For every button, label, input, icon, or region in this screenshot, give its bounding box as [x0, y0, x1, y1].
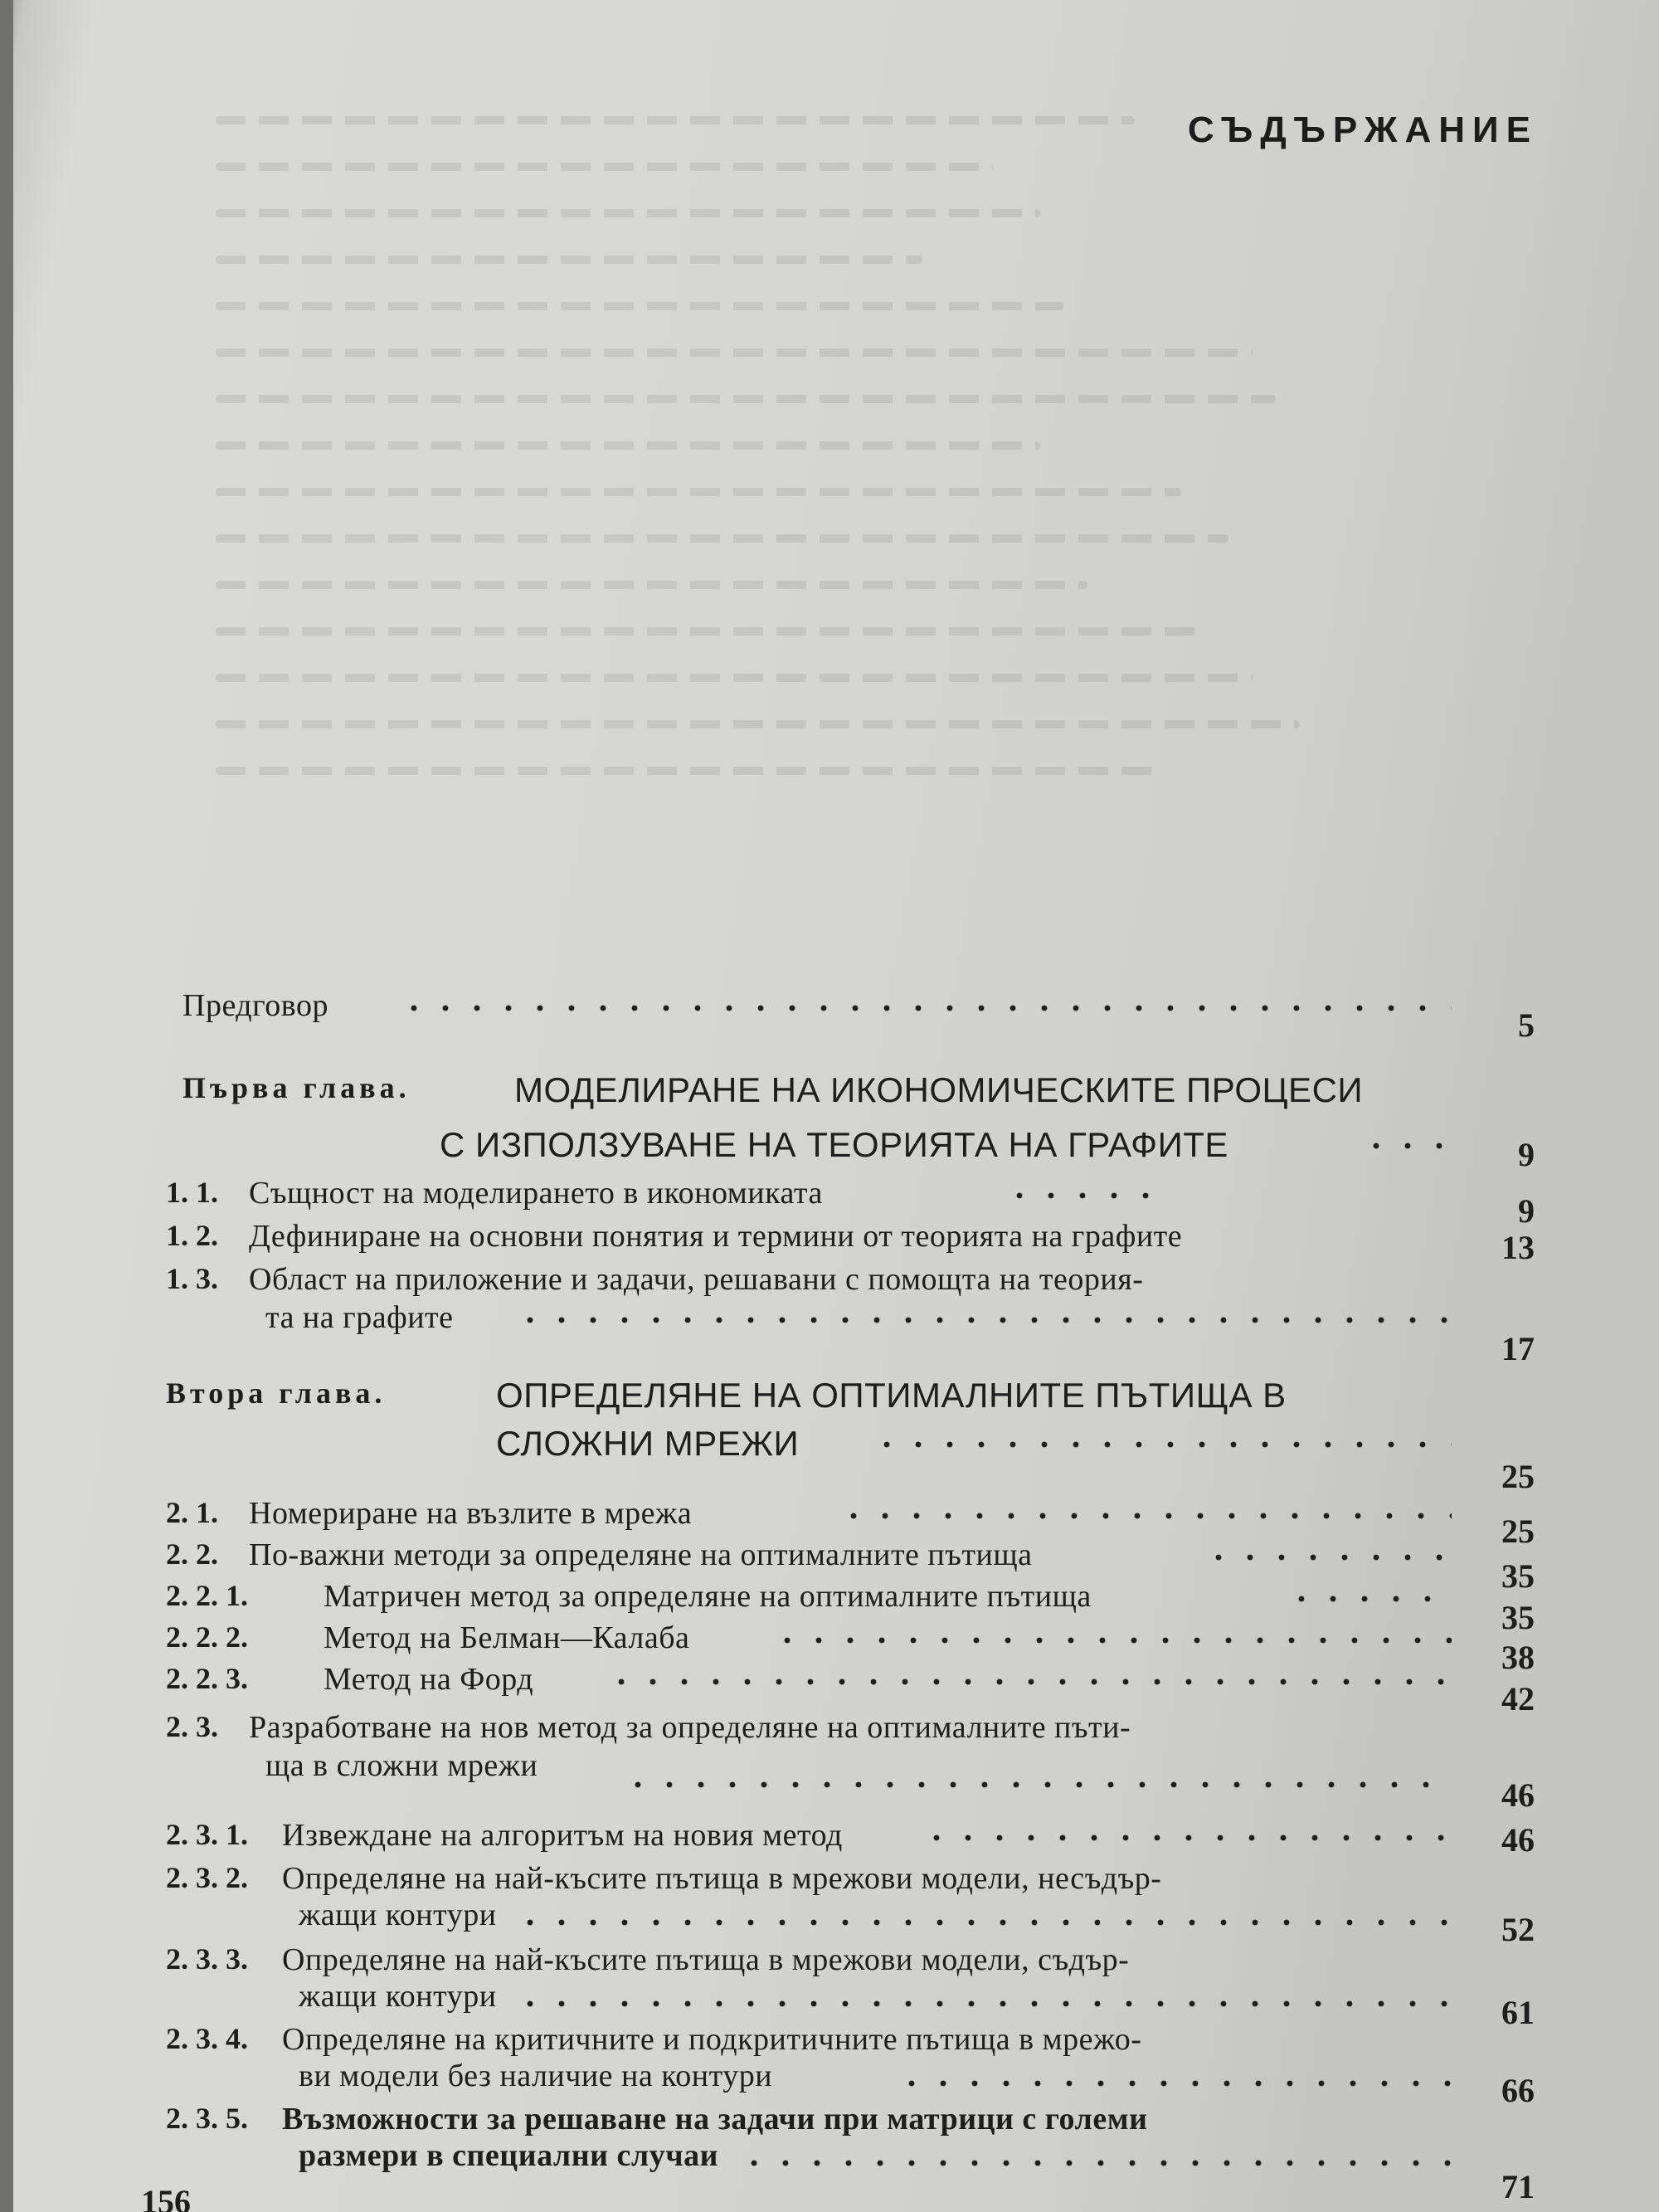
- section-number: 2. 1.: [166, 1496, 218, 1529]
- dot-leader: [871, 1432, 1452, 1457]
- toc-entry-2-3-2[interactable]: [158, 1860, 1535, 1902]
- chapter-title: С ИЗПОЛЗУВАНЕ НА ТЕОРИЯТА НА ГРАФИТЕ: [440, 1125, 1228, 1164]
- toc-entry-2-3-5[interactable]: [158, 2101, 1535, 2142]
- dot-leader: [514, 1991, 1452, 2016]
- dot-leader: [896, 2071, 1452, 2096]
- toc-entry-2-3-4[interactable]: [158, 2021, 1535, 2063]
- toc-entry-2-3-3-cont[interactable]: [158, 1978, 1535, 2031]
- toc-entry-2-3-4-cont[interactable]: [158, 2058, 1535, 2109]
- toc-entry-text: жащи контури: [299, 1979, 497, 2014]
- toc-entry-text: ща в сложни мрежи: [265, 1748, 538, 1783]
- toc-entry-2-3-2-cont[interactable]: [158, 1897, 1535, 1948]
- section-number: 2. 3. 1.: [166, 1818, 248, 1851]
- toc-entry-text: Метод на Белман—Калаба: [324, 1620, 690, 1655]
- toc-entry-2-3[interactable]: [158, 1709, 1535, 1751]
- toc-entry-2-3-3[interactable]: [158, 1942, 1535, 1983]
- toc-page-number: 17: [1501, 1330, 1535, 1367]
- toc-entry-2-3-1[interactable]: [158, 1817, 1535, 1859]
- chapter-label: Първа глава.: [182, 1071, 411, 1104]
- section-number: 2. 3. 3.: [166, 1942, 248, 1976]
- chapter-title: ОПРЕДЕЛЯНЕ НА ОПТИМАЛНИТЕ ПЪТИЩА В: [496, 1376, 1287, 1415]
- toc-page-number: 38: [1501, 1639, 1535, 1676]
- toc-page-number: 46: [1501, 1821, 1535, 1859]
- toc-entry-text: Метод на Форд: [324, 1662, 534, 1697]
- toc-entry-2-2-1[interactable]: [158, 1578, 1535, 1636]
- section-number: 1. 3.: [166, 1262, 218, 1295]
- section-number: 2. 3. 5.: [166, 2102, 248, 2135]
- dot-leader: [606, 1669, 1452, 1694]
- dot-leader: [738, 2151, 1452, 2175]
- toc-entry-2-2-3[interactable]: [158, 1661, 1535, 1717]
- toc-entry-1-2[interactable]: [158, 1218, 1535, 1266]
- dot-leader: [622, 1772, 1452, 1797]
- toc-entry-text: Дефиниране на основни понятия и термини от теорията на графите: [249, 1219, 1183, 1254]
- section-number: 2. 2.: [166, 1537, 218, 1571]
- toc-page-number: 35: [1501, 1557, 1535, 1595]
- toc-entry-text: та на графите: [265, 1300, 454, 1335]
- dot-leader: [1360, 1133, 1452, 1158]
- toc-entry-text: По-важни методи за определяне на оптималните пътища: [249, 1537, 1033, 1572]
- toc-entry-preface[interactable]: [158, 987, 1535, 1044]
- section-number: 2. 2. 3.: [166, 1662, 248, 1695]
- toc-page-number: 13: [1501, 1229, 1535, 1266]
- dot-leader: [771, 1628, 1452, 1653]
- toc-entry-text: Извеждане на алгоритъм на новия метод: [282, 1818, 843, 1853]
- show-through-text: [216, 116, 1394, 913]
- section-number: 2. 3.: [166, 1710, 218, 1743]
- toc-page-number: 25: [1501, 1458, 1535, 1495]
- toc-page-number: 25: [1501, 1513, 1535, 1550]
- dot-leader: [921, 1825, 1452, 1850]
- toc-entry-text: Номериране на възлите в мрежа: [249, 1496, 693, 1531]
- toc-chapter-2-heading[interactable]: [158, 1376, 1535, 1417]
- toc-chapter-2-heading-cont[interactable]: [158, 1424, 1535, 1495]
- toc-entry-text: Разработване на нов метод за определяне на оптималните пъти-: [249, 1710, 1131, 1745]
- section-number: 2. 3. 4.: [166, 2022, 248, 2055]
- toc-entry-text: ви модели без наличие на контури: [299, 2059, 773, 2093]
- toc-entry-text: Определяне на най-късите пътища в мрежови модели, несъдър-: [282, 1861, 1162, 1896]
- toc-chapter-1-heading-cont[interactable]: [158, 1125, 1535, 1173]
- toc-entry-1-3[interactable]: [158, 1261, 1535, 1303]
- toc-page-number: 52: [1501, 1911, 1535, 1948]
- toc-entry-2-2-2[interactable]: [158, 1620, 1535, 1676]
- toc-entry-2-1[interactable]: [158, 1495, 1535, 1550]
- toc-entry-text: размери в специални случаи: [299, 2138, 719, 2173]
- toc-entry-text: Възможности за решаване на задачи при матрици с големи: [282, 2102, 1148, 2136]
- toc-entry-text: Определяне на най-късите пътища в мрежови модели, съдър-: [282, 1942, 1130, 1977]
- toc-page-number: 42: [1501, 1680, 1535, 1717]
- chapter-title: МОДЕЛИРАНЕ НА ИКОНОМИЧЕСКИТЕ ПРОЦЕСИ: [514, 1070, 1364, 1109]
- toc-page-number: 66: [1501, 2072, 1535, 2109]
- toc-entry-text: Предговор: [182, 988, 328, 1023]
- dot-leader: [514, 1910, 1452, 1935]
- toc-page-number: 9: [1518, 1192, 1535, 1230]
- toc-page-number: 9: [1518, 1136, 1535, 1173]
- dot-leader: [514, 1308, 1452, 1333]
- toc-page-number: 46: [1501, 1776, 1535, 1814]
- toc-entry-text: Същност на моделирането в икономиката: [249, 1176, 823, 1211]
- section-number: 1. 2.: [166, 1219, 218, 1252]
- toc-entry-2-2[interactable]: [158, 1537, 1535, 1595]
- section-number: 1. 1.: [166, 1176, 218, 1209]
- toc-entry-text: Матричен метод за определяне на оптималните пътища: [324, 1579, 1092, 1614]
- toc-entry-1-3-cont[interactable]: [158, 1299, 1535, 1367]
- dot-leader: [838, 1503, 1452, 1528]
- dot-leader: [398, 996, 1452, 1021]
- toc-chapter-1-heading[interactable]: [158, 1070, 1535, 1112]
- book-spine-shadow: [0, 0, 13, 2212]
- toc-page-number: 71: [1501, 2168, 1535, 2205]
- toc-entry-2-3-cont[interactable]: [158, 1747, 1535, 1814]
- toc-page-number: 5: [1518, 1006, 1535, 1044]
- section-number: 2. 2. 2.: [166, 1620, 248, 1654]
- dot-leader: [1004, 1183, 1153, 1208]
- toc-entry-1-1[interactable]: [158, 1175, 1535, 1230]
- dot-leader: [1203, 1545, 1452, 1570]
- section-number: 2. 2. 1.: [166, 1579, 248, 1612]
- toc-page-number: 35: [1501, 1599, 1535, 1636]
- chapter-label: Втора глава.: [166, 1376, 387, 1410]
- section-number: 2. 3. 2.: [166, 1861, 248, 1894]
- page-number: 156: [141, 2183, 191, 2212]
- chapter-title: СЛОЖНИ МРЕЖИ: [496, 1424, 800, 1463]
- toc-entry-text: Област на приложение и задачи, решавани с помощта на теория-: [249, 1262, 1144, 1297]
- dot-leader: [1286, 1586, 1452, 1611]
- page-title: СЪДЪРЖАНИЕ: [1187, 110, 1538, 150]
- toc-entry-text: Определяне на критичните и подкритичните пътища в мрежо-: [282, 2022, 1142, 2057]
- toc-page-number: 61: [1501, 1994, 1535, 2031]
- toc-entry-text: жащи контури: [299, 1898, 497, 1932]
